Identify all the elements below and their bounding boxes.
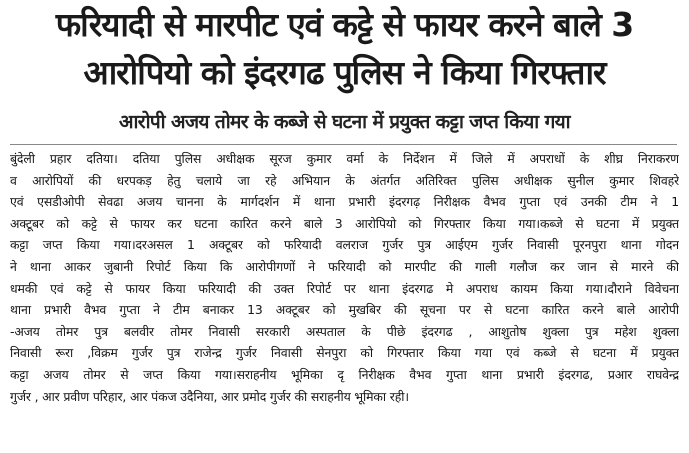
body-line: गुर्जर , आर प्रवीण परिहार, आर पंकज उदैनिया, आर प्रमोद गुर्जर की सराहनीय भूमिका रही। <box>10 388 409 404</box>
body-line: कट्टा अजय तोमर से जप्त किया गया।सराहनीय भूमिका दृ निरीक्षक वैभव गुप्ता थाना प्रभारी इंदरगढ, प्रआर राघवेन्द्र <box>10 366 679 382</box>
article-body <box>10 148 679 407</box>
body-line: -अजय तोमर पुत्र बलवीर तोमर निवासी सरकारी अस्पताल के पीछे इंदरगढ , आशुतोष शुक्ला पुत्र महेश शुक्ला <box>10 323 679 339</box>
subheadline: आरोपी अजय तोमर के कब्जे से घटना में प्रयुक्त कट्टा जप्त किया गया <box>118 111 571 133</box>
headline-line-1: फरियादी से मारपीट एवं कट्टे से फायर करने बाले 3 <box>55 5 634 44</box>
body-line: निवासी रूरा ,विक्रम गुर्जर पुत्र राजेन्द्र गुर्जर निवासी सेनपुरा को गिरफ्तार किया गया एवं कब्जे से घटना में प्रयुक्त <box>10 345 679 361</box>
body-line: ने थाना आकर जुबानी रिपोर्ट किया कि आरोपीगणों ने फरियादी को मारपीट की गाली गलौज कर जान से मारने की <box>10 258 679 274</box>
body-line: एवं एसडीओपी सेवढा अजय चानना के मार्गदर्शन में थाना प्रभारी इंदरगढ़ निरीक्षक वैभव गुप्ता एवं उनकी टीम ने 1 <box>10 194 679 210</box>
body-line: थाना प्रभारी वैभव गुप्ता ने टीम बनाकर 13 अक्टूबर को मुखबिर की सूचना पर से घटना कारित करने बाले आरोपी <box>10 302 679 318</box>
body-line: कट्टा जप्त किया गया।दरअसल 1 अक्टूबर को फरियादी वलराज गुर्जर पुत्र आईएम गुर्जर निवासी पूरनपुरा थाना गोदन <box>10 237 679 253</box>
body-line: व आरोपियों की धरपकड़ हेतु चलाये जा रहे अभियान के अंतर्गत अतिरिक्त पुलिस अधीक्षक सुनील कुमार शिवहरे <box>10 172 679 188</box>
body-line: अक्टूबर को कट्टे से फायर कर घटना कारित करने बाले 3 आरोपियो को गिरफ्तार किया गया।कब्जे से घटना में प्रयुक्त <box>10 215 679 231</box>
divider <box>10 144 677 145</box>
body-line: बुंदेली प्रहार दतिया। दतिया पुलिस अधीक्षक सूरज कुमार वर्मा के निर्देशन में जिले में अपराधों के शीघ्र निराकरण <box>10 151 679 166</box>
headline-line-2: आरोपियो को इंदरगढ पुलिस ने किया गिरफ्तार <box>83 53 606 92</box>
body-line: धमकी एवं कट्टे से फायर किया फरियादी की उक्त रिपोर्ट पर थाना इंदरगढ मे अपराध कायम किया गया।दौराने विवेचना <box>10 280 679 296</box>
